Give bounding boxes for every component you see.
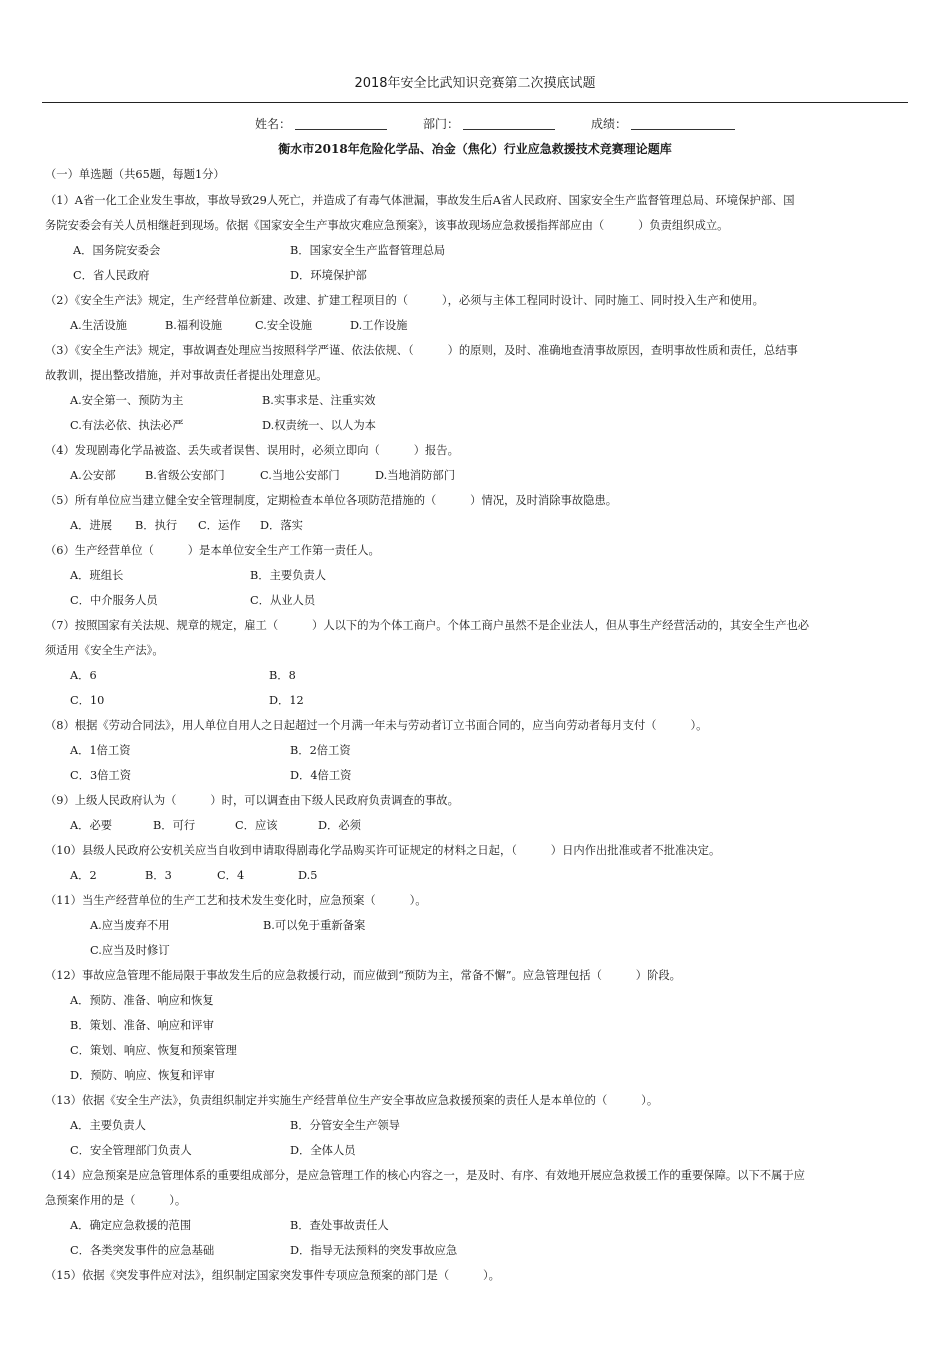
question-item — [45, 288, 910, 338]
question-stem: （4）发现剧毒化学品被盗、丢失或者误售、误用时，必须立即向（ ）报告。 — [45, 444, 459, 457]
question-item — [45, 188, 910, 288]
answer-option: C．10 — [70, 694, 105, 707]
question-stem: （14）应急预案是应急管理体系的重要组成部分，是应急管理工作的核心内容之一，是及时、有序、有效地开展应急救援工作的重要保障。以下不属于应 — [45, 1169, 805, 1182]
question-stem: （15）依据《突发事件应对法》，组织制定国家突发事件专项应急预案的部门是（ ）。 — [45, 1269, 500, 1282]
answer-option: D.5 — [298, 869, 318, 882]
answer-option: C．省人民政府 — [73, 269, 150, 282]
answer-option: B．2倍工资 — [290, 744, 351, 757]
question-stem-continued: 务院安委会有关人员相继赶到现场。依据《国家安全生产事故灾难应急预案》，该事故现场应急救援指挥部应由（ ）负责组织成立。 — [45, 219, 729, 232]
question-item — [45, 713, 910, 788]
answer-option: A.生活设施 — [70, 319, 127, 332]
question-stem-continued: 故教训，提出整改措施，并对事故责任者提出处理意见。 — [45, 369, 328, 382]
title-divider — [42, 102, 908, 103]
dept-label: 部门： — [423, 117, 460, 131]
question-bank-subtitle: 衡水市2018年危险化学品、冶金（焦化）行业应急救援技术竞赛理论题库 — [278, 142, 672, 156]
option-row — [45, 1013, 910, 1038]
question-stem: （8）根据《劳动合同法》，用人单位自用人之日起超过一个月满一年未与劳动者订立书面合同的，应当向劳动者每月支付（ ）。 — [45, 719, 708, 732]
answer-option: D．全体人员 — [290, 1144, 356, 1157]
answer-option: C.安全设施 — [255, 319, 313, 332]
answer-option: D．12 — [269, 694, 304, 707]
question-stem: （2）《安全生产法》规定，生产经营单位新建、改建、扩建工程项目的（ ），必须与主体工程同时设计、同时施工、同时投入生产和使用。 — [45, 294, 764, 307]
question-stem: （12）事故应急管理不能局限于事故发生后的应急救援行动，而应做到“预防为主，常备不懈”。应急管理包括（ ）阶段。 — [45, 969, 681, 982]
option-row — [45, 388, 910, 413]
score-label: 成绩： — [591, 117, 628, 131]
question-stem: （5）所有单位应当建立健全安全管理制度，定期检查本单位各项防范措施的（ ）情况，及时消除事故隐患。 — [45, 494, 618, 507]
answer-option: A.应当废弃不用 — [90, 919, 170, 932]
option-row — [45, 738, 910, 763]
document-title: 2018年安全比武知识竞赛第二次摸底试题 — [354, 76, 596, 91]
answer-option: C.有法必依、执法必严 — [70, 419, 184, 432]
question-stem: （1）A省一化工企业发生事故，事故导致29人死亡，并造成了有毒气体泄漏，事故发生后A省人民政府、国家安全生产监督管理总局、环境保护部、国 — [45, 194, 795, 207]
question-item — [45, 888, 910, 963]
option-row — [45, 238, 910, 263]
question-item — [45, 338, 910, 438]
option-row — [45, 413, 910, 438]
option-row — [45, 988, 910, 1013]
option-row — [45, 1038, 910, 1063]
question-stem: （13）依据《安全生产法》，负责组织制定并实施生产经营单位生产安全事故应急救援预案的责任人是本单位的（ ）。 — [45, 1094, 659, 1107]
candidate-info-line — [255, 115, 735, 132]
option-row — [45, 1138, 910, 1163]
question-stem: （10）县级人民政府公安机关应当自收到申请取得剧毒化学品购买许可证规定的材料之日起，（ ）日内作出批准或者不批准决定。 — [45, 844, 721, 857]
question-item — [45, 788, 910, 838]
answer-option: C.应当及时修订 — [90, 944, 170, 957]
question-stem-continued: 须适用《安全生产法》。 — [45, 644, 164, 657]
question-item — [45, 838, 910, 888]
option-row — [45, 813, 910, 838]
answer-option: B．查处事故责任人 — [290, 1219, 389, 1232]
option-row — [45, 1238, 910, 1263]
question-stem: （7）按照国家有关法规、规章的规定，雇工（ ）人以下的为个体工商户。个体工商户虽然不是企业法人，但从事生产经营活动的，其安全生产也必 — [45, 619, 810, 632]
question-stem: （3）《安全生产法》规定，事故调查处理应当按照科学严谨、依法依规、（ ）的原则，及时、准确地查清事故原因，查明事故性质和责任，总结事 — [45, 344, 798, 357]
answer-option: A.公安部 — [70, 469, 116, 482]
answer-option: C．3倍工资 — [70, 769, 132, 782]
question-stem: （6）生产经营单位（ ）是本单位安全生产工作第一责任人。 — [45, 544, 380, 557]
answer-option: B.实事求是、注重实效 — [262, 394, 376, 407]
answer-option: D．落实 — [260, 519, 303, 532]
answer-option: B．执行 — [135, 519, 178, 532]
option-row — [45, 863, 910, 888]
answer-option: A．国务院安委会 — [73, 244, 161, 257]
answer-option: A．主要负责人 — [70, 1119, 146, 1132]
option-row — [45, 463, 910, 488]
answer-option: B.省级公安部门 — [145, 469, 225, 482]
answer-option: C．4 — [217, 869, 245, 882]
question-item — [45, 1088, 910, 1163]
question-stem-continued: 急预案作用的是（ ）。 — [45, 1194, 187, 1207]
answer-option: A．1倍工资 — [70, 744, 131, 757]
answer-option: B.可以免于重新备案 — [263, 919, 366, 932]
answer-option: A．6 — [70, 669, 97, 682]
answer-option: D.当地消防部门 — [375, 469, 456, 482]
answer-option: D．必须 — [318, 819, 361, 832]
name-label: 姓名： — [255, 117, 292, 131]
answer-option: B．主要负责人 — [250, 569, 327, 582]
section-heading: （一）单选题（共65题，每题1分） — [45, 168, 225, 181]
option-row — [45, 1063, 910, 1088]
answer-option: D．4倍工资 — [290, 769, 352, 782]
answer-option: D．预防、响应、恢复和评审 — [70, 1069, 215, 1082]
option-row — [45, 913, 910, 938]
score-blank — [631, 117, 735, 130]
answer-option: B．8 — [269, 669, 296, 682]
answer-option: B．分管安全生产领导 — [290, 1119, 400, 1132]
question-item — [45, 538, 910, 613]
name-blank — [295, 117, 387, 130]
answer-option: C．中介服务人员 — [70, 594, 158, 607]
option-row — [45, 663, 910, 688]
answer-option: D．指导无法预料的突发事故应急 — [290, 1244, 458, 1257]
question-item — [45, 488, 910, 538]
dept-blank — [463, 117, 555, 130]
option-row — [45, 513, 910, 538]
answer-option: B．策划、准备、响应和评审 — [70, 1019, 214, 1032]
question-item — [45, 1263, 910, 1288]
answer-option: C．各类突发事件的应急基础 — [70, 1244, 215, 1257]
answer-option: C．策划、响应、恢复和预案管理 — [70, 1044, 237, 1057]
answer-option: C．应该 — [235, 819, 278, 832]
answer-option: A．预防、准备、响应和恢复 — [70, 994, 214, 1007]
answer-option: A．确定应急救援的范围 — [70, 1219, 192, 1232]
option-row — [45, 1113, 910, 1138]
question-item — [45, 1163, 910, 1263]
answer-option: D.工作设施 — [350, 319, 408, 332]
answer-option: A．班组长 — [70, 569, 124, 582]
answer-option: B．国家安全生产监督管理总局 — [290, 244, 446, 257]
answer-option: C．安全管理部门负责人 — [70, 1144, 192, 1157]
answer-option: B．3 — [145, 869, 172, 882]
answer-option: C．从业人员 — [250, 594, 316, 607]
option-row — [45, 763, 910, 788]
question-stem: （11）当生产经营单位的生产工艺和技术发生变化时，应急预案（ ）。 — [45, 894, 427, 907]
answer-option: A．2 — [70, 869, 97, 882]
option-row — [45, 263, 910, 288]
question-stem: （9）上级人民政府认为（ ）时，可以调查由下级人民政府负责调查的事故。 — [45, 794, 459, 807]
answer-option: A.安全第一、预防为主 — [70, 394, 184, 407]
option-row — [45, 938, 910, 963]
question-item — [45, 613, 910, 713]
answer-option: A．进展 — [70, 519, 113, 532]
question-list — [45, 162, 910, 1288]
answer-option: B．可行 — [153, 819, 196, 832]
option-row — [45, 688, 910, 713]
question-item — [45, 963, 910, 1088]
answer-option: D.权责统一、以人为本 — [262, 419, 376, 432]
answer-option: A．必要 — [70, 819, 113, 832]
answer-option: D．环境保护部 — [290, 269, 367, 282]
option-row — [45, 1213, 910, 1238]
answer-option: C.当地公安部门 — [260, 469, 340, 482]
option-row — [45, 588, 910, 613]
answer-option: B.福利设施 — [165, 319, 223, 332]
option-row — [45, 313, 910, 338]
answer-option: C．运作 — [198, 519, 241, 532]
option-row — [45, 563, 910, 588]
question-item — [45, 438, 910, 488]
